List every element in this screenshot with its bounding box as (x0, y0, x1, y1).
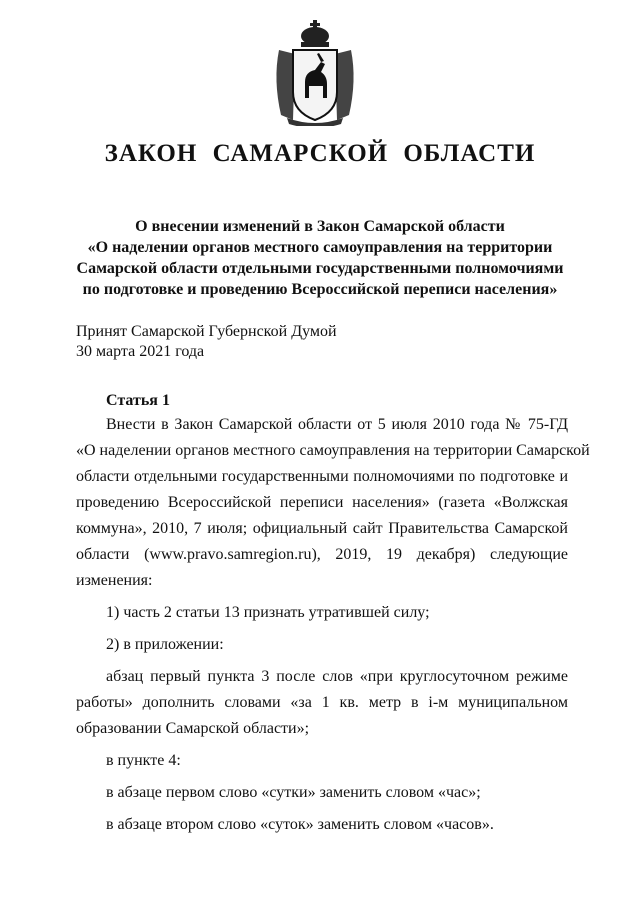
coat-of-arms-emblem (271, 20, 359, 126)
article-heading: Статья 1 (106, 392, 170, 409)
crown-icon (301, 20, 329, 47)
paragraph-line: «О наделении органов местного самоуправления на территории Самарской (76, 442, 590, 459)
subtitle-line: «О наделении органов местного самоуправления на территории (87, 239, 553, 256)
adopted-date: 30 марта 2021 года (76, 343, 205, 360)
point-4-heading: в пункте 4: (106, 752, 181, 769)
list-item-2: 2) в приложении: (106, 636, 224, 653)
paragraph-line: области отдельными государственными полномочиями по подготовке и (76, 468, 568, 485)
paragraph-line: проведению Всероссийской переписи населения» (газета «Волжская (76, 494, 568, 511)
paragraph-line: коммуна», 2010, 7 июля; официальный сайт Правительства Самарской (76, 520, 568, 537)
subtitle-line: Самарской области отдельными государственными полномочиями (76, 260, 564, 277)
adoption-info (76, 322, 337, 362)
change-line-1: в абзаце первом слово «сутки» заменить словом «час»; (106, 784, 481, 801)
item-2-line: абзац первый пункта 3 после слов «при круглосуточном режиме (106, 668, 568, 685)
item-2-line: образовании Самарской области»; (76, 720, 310, 737)
subtitle-line: О внесении изменений в Закон Самарской области (135, 218, 505, 235)
subtitle-line: по подготовке и проведению Всероссийской переписи населения» (82, 281, 558, 298)
article-body (76, 412, 590, 838)
law-title: ЗАКОН САМАРСКОЙ ОБЛАСТИ (104, 140, 536, 167)
list-item-1: 1) часть 2 статьи 13 признать утратившей силу; (106, 604, 430, 621)
paragraph-line: области (www.pravo.samregion.ru), 2019, 19 декабря) следующие (76, 546, 568, 563)
adopted-by: Принят Самарской Губернской Думой (76, 323, 337, 340)
paragraph-line: изменения: (76, 572, 153, 589)
change-line-2: в абзаце втором слово «суток» заменить словом «часов». (106, 816, 494, 833)
law-subtitle (60, 216, 580, 300)
paragraph-line: Внести в Закон Самарской области от 5 июля 2010 года № 75-ГД (106, 416, 568, 433)
item-2-line: работы» дополнить словами «за 1 кв. метр в i-м муниципальном (76, 694, 568, 711)
